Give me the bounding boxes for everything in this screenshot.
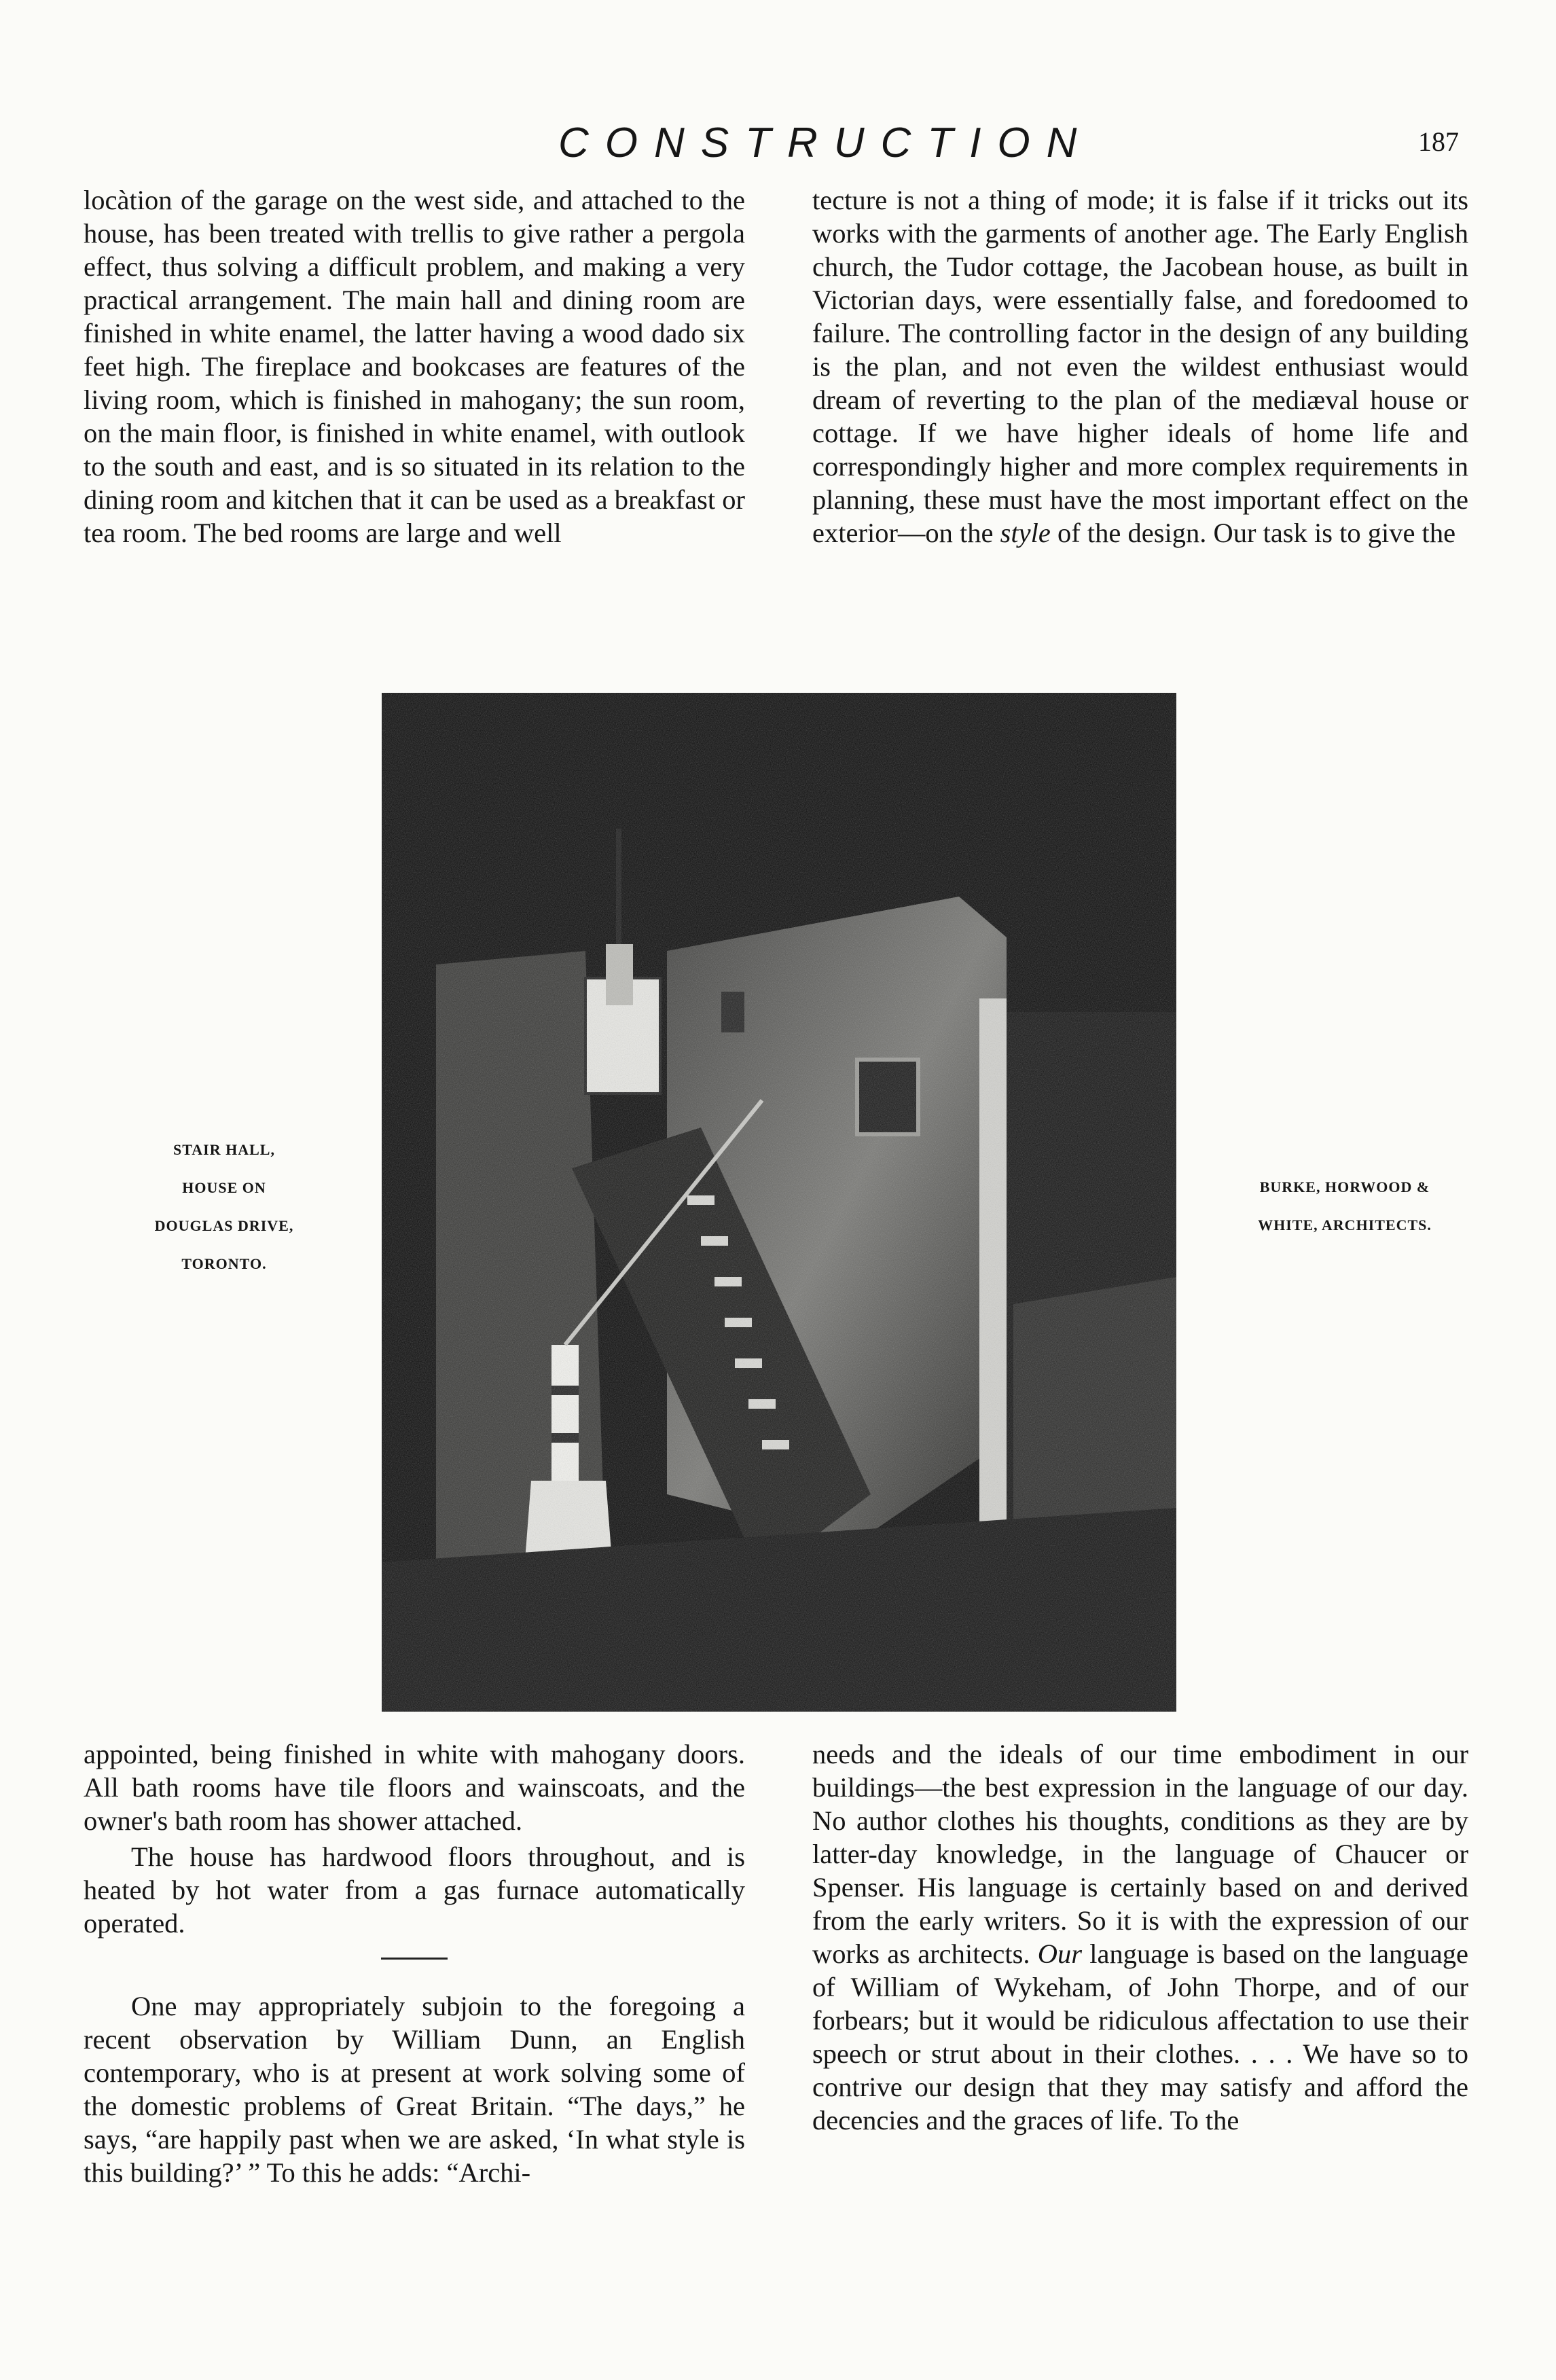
running-title: CONSTRUCTION: [558, 120, 1093, 166]
left-column-top: [84, 183, 745, 549]
paragraph: appointed, being finished in white with mahogany doors. All bath rooms have tile floors and wainscoats, and the owner's bath room has shower attached.: [84, 1739, 745, 1836]
paragraph: The house has hardwood floors throughout, and is heated by hot water from a gas furnace automatically operated.: [84, 1841, 745, 1939]
caption-line: HOUSE ON: [182, 1179, 266, 1196]
caption-line: TORONTO.: [181, 1255, 267, 1272]
text-run: of the design. Our task is to give the: [1050, 518, 1456, 548]
stair-hall-photograph: [382, 693, 1176, 1712]
italic-word: Our: [1037, 1939, 1082, 1969]
text-run: needs and the ideals of our time embodiment in our buildings—the best expression in the language of our day. No author clothes his thoughts, conditions as they are by latter-day knowledge, in the language of Chaucer or Spenser. His language is certainly based on and derived from the early writers. So it is with the expression of our works as architects.: [812, 1739, 1468, 1969]
caption-line: DOUGLAS DRIVE,: [154, 1217, 294, 1234]
left-column-bottom: [84, 1737, 745, 2189]
page-header: [0, 119, 1556, 173]
paragraph: [812, 183, 1468, 549]
figure-caption-right: [1223, 1168, 1467, 1244]
paragraph: One may appropriately subjoin to the foregoing a recent observation by William Dunn, an English contemporary, who is at present at work solving some of the domestic problems of Great Britain. “The days,” he says, “are happily past when we are asked, ‘In what style is this building?’ ” To this he adds: “Archi-: [84, 1991, 745, 2188]
text-run: language is based on the language of William of Wykeham, of John Thorpe, and of our forbears; but it would be ridiculous affectation to use their speech or strut about in their clothes. . . . We have so to contrive our design that they may satisfy and afford the decencies and the graces of life. To the: [812, 1939, 1468, 2135]
section-divider: [381, 1958, 448, 1960]
text-run: tecture is not a thing of mode; it is false if it tricks out its works with the garments of another age. The Early English church, the Tudor cottage, the Jacobean house, as built in Victorian days, were essentially false, and foredoomed to failure. The controlling factor in the design of any building is the plan, and not even the wildest enthusiast would dream of reverting to the plan of the mediæval house or cottage. If we have higher ideals of home life and correspondingly higher and more complex requirements in planning, these must have the most important effect on the exterior—on the: [812, 185, 1468, 548]
caption-line: STAIR HALL,: [173, 1141, 275, 1158]
paragraph: locàtion of the garage on the west side, and attached to the house, has been treated with trellis to give rather a pergola effect, thus solving a difficult problem, and making a very practical arrangement. The main hall and dining room are finished in white enamel, the latter having a wood dado six feet high. The fireplace and bookcases are features of the living room, which is finished in mahogany; the sun room, on the main floor, is finished in white enamel, with outlook to the south and east, and is so situated in its relation to the dining room and kitchen that it can be used as a breakfast or tea room. The bed rooms are large and well: [84, 185, 745, 548]
page-number: 187: [1418, 126, 1459, 157]
caption-line: WHITE, ARCHITECTS.: [1258, 1216, 1432, 1233]
stair-hall-photo-svg: [382, 693, 1176, 1712]
figure-caption-left: [149, 1131, 299, 1283]
right-column-top: [812, 183, 1468, 549]
paragraph: [812, 1737, 1468, 2137]
right-column-bottom: [812, 1737, 1468, 2137]
caption-line: BURKE, HORWOOD &: [1259, 1178, 1430, 1195]
italic-word: style: [1000, 518, 1051, 548]
